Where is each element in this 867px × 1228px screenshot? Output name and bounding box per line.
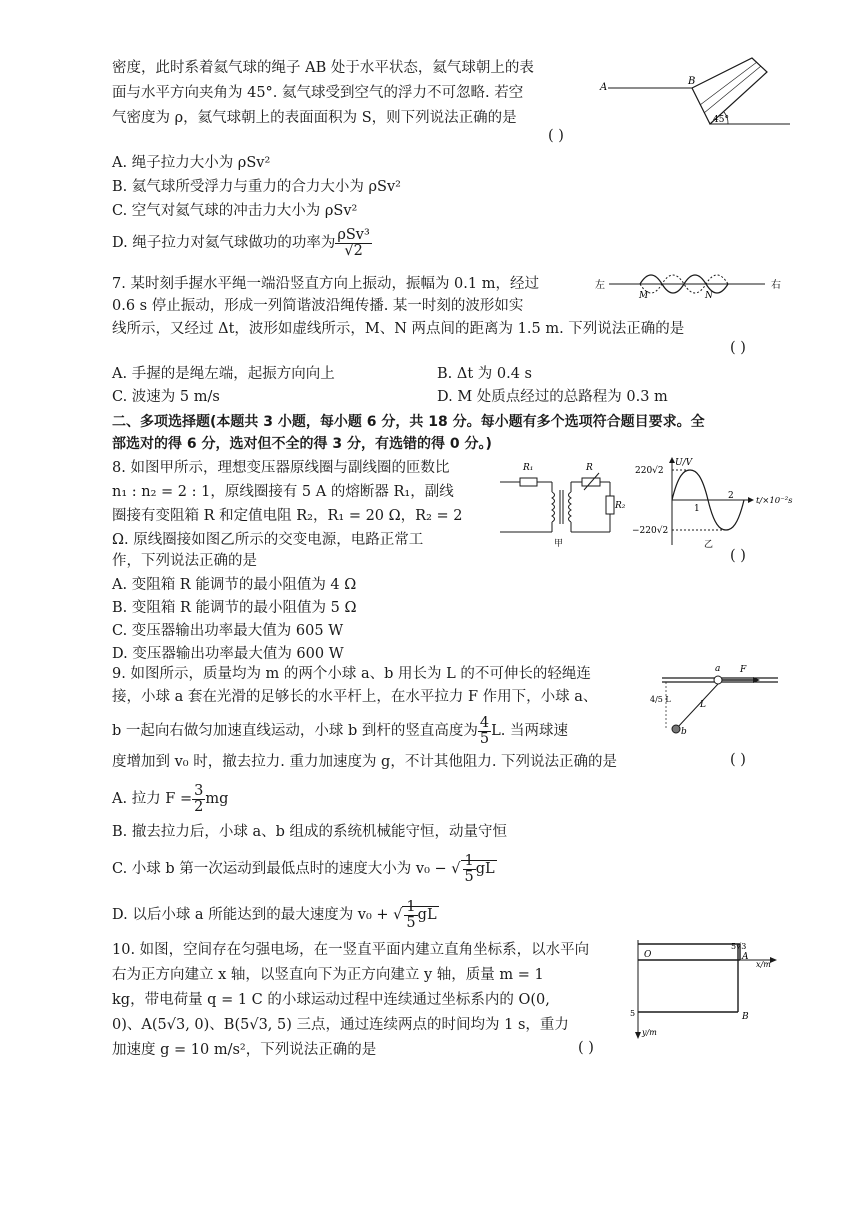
q10-line-2: 右为正方向建立 x 轴，以竖直向下为正方向建立 y 轴，质量 m = 1	[112, 967, 544, 983]
q6-option-d	[112, 224, 372, 262]
q9-height-denominator: 5	[479, 730, 490, 747]
q9-label-a: a	[715, 664, 721, 674]
q9-option-d-radical: √	[393, 907, 403, 923]
q7-line-3: 线所示，又经过 Δt，波形如虚线所示，M、N 两点间的距离为 1.5 m. 下列说法正确的是	[112, 321, 685, 337]
q8-t1: 1	[694, 504, 700, 514]
q6-label-b: B	[688, 76, 696, 87]
q10-line-3: kg，带电荷量 q = 1 C 的小球运动过程中连续通过坐标系内的 O(0,	[112, 992, 550, 1008]
q8-option-d: D. 变压器输出功率最大值为 600 W	[112, 646, 344, 662]
q8-answer-paren: ( )	[730, 548, 746, 564]
q6-label-a: A	[600, 82, 608, 93]
q8-primary-coil	[552, 492, 555, 522]
q9-ball-b	[672, 725, 680, 733]
q10-label-y: y/m	[642, 1028, 657, 1037]
q9-option-c-numerator: 1	[464, 852, 474, 869]
q9-option-c	[112, 850, 497, 888]
q9-option-c-radicand	[461, 852, 497, 885]
q9-option-c-radical: √	[451, 861, 461, 877]
q6-option-d-denominator: √2	[344, 242, 363, 259]
q9-line-4: 度增加到 v₀ 时，撤去拉力. 重力加速度为 g，不计其他阻力. 下列说法正确的是	[112, 754, 618, 770]
q8-circuit-figure	[498, 458, 633, 548]
section-2-heading-line-1: 二、多项选择题(本题共 3 小题，每小题 6 分，共 18 分。每小题有多个选项符合题目要求。全	[112, 414, 705, 430]
q8-line-2: n₁ : n₂ = 2 : 1，原线圈接有 5 A 的熔断器 R₁，副线	[112, 484, 454, 500]
q7-wave-figure	[595, 268, 790, 302]
q10-label-a: A	[742, 952, 749, 962]
q9-answer-paren: ( )	[730, 752, 746, 768]
q9-option-d-numerator: 1	[406, 898, 416, 915]
q7-label-left: 左	[595, 280, 605, 291]
q9-option-a-fraction	[192, 784, 205, 815]
q10-label-x: x/m	[756, 960, 771, 969]
q6-option-d-numerator: ρSv³	[337, 226, 370, 243]
q9-option-c-tail: gL	[475, 861, 495, 877]
q9-option-c-denominator: 5	[464, 868, 474, 885]
q9-option-a-text: A. 拉力 F =	[112, 791, 193, 807]
q9-line-3-text: b 一起向右做匀加速直线运动，小球 b 到杆的竖直高度为	[112, 723, 478, 739]
q10-figure	[630, 940, 790, 1040]
q9-ball-a	[714, 676, 722, 684]
q7-label-right: 右	[771, 280, 781, 291]
q8-line-1: 8. 如图甲所示，理想变压器原线圈与副线圈的匝数比	[112, 460, 450, 476]
q8-option-a: A. 变阻箱 R 能调节的最小阻值为 4 Ω	[112, 577, 357, 593]
q7-answer-paren: ( )	[730, 340, 746, 356]
q8-y-bottom: −220√2	[632, 526, 669, 536]
q8-caption-yi: 乙	[704, 540, 714, 550]
q7-label-m: M	[639, 291, 649, 301]
q9-option-d-text: D. 以后小球 a 所能达到的最大速度为 v₀ +	[112, 907, 389, 923]
q10-label-yb: 5	[630, 1009, 636, 1018]
q9-option-a-suffix: mg	[205, 791, 229, 807]
q9-height-numerator: 4	[479, 714, 490, 731]
q10-line-1: 10. 如图，空间存在匀强电场，在一竖直平面内建立直角坐标系，以水平向	[112, 942, 590, 958]
q9-option-c-text: C. 小球 b 第一次运动到最低点时的速度大小为 v₀ −	[112, 861, 447, 877]
q8-ylabel: U/V	[675, 458, 693, 468]
q6-line-1: 密度，此时系着氦气球的绳子 AB 处于水平状态，氦气球朝上的表	[112, 60, 534, 76]
q7-option-b: B. Δt 为 0.4 s	[437, 366, 533, 382]
q7-option-d: D. M 处质点经过的总路程为 0.3 m	[437, 389, 668, 405]
q10-line-5: 加速度 g = 10 m/s²，下列说法正确的是	[112, 1042, 377, 1058]
q9-option-a-denominator: 2	[194, 798, 204, 815]
q8-y-top: 220√2	[635, 466, 664, 476]
q8-line-5: 作，下列说法正确的是	[112, 553, 257, 569]
q7-line-1: 7. 某时刻手握水平绳一端沿竖直方向上振动，振幅为 0.1 m，经过	[112, 276, 539, 292]
q6-answer-paren: ( )	[548, 128, 564, 144]
q6-balloon-figure	[600, 50, 800, 135]
q6-option-b: B. 氦气球所受浮力与重力的合力大小为 ρSv²	[112, 179, 401, 195]
q10-label-xa: 5√3	[731, 942, 747, 951]
q9-label-f: F	[740, 665, 747, 675]
q6-option-d-text: D. 绳子拉力对氦气球做功的功率为	[112, 235, 336, 251]
q9-option-a-numerator: 3	[194, 782, 204, 799]
q8-line-4: Ω. 原线圈接如图乙所示的交变电源，电路正常工	[112, 532, 424, 548]
q8-resistor-r2	[606, 496, 614, 514]
q8-t2: 2	[728, 491, 734, 501]
q9-height-fraction	[478, 716, 491, 747]
q7-line-2: 0.6 s 停止振动，形成一列简谐波沿绳传播. 某一时刻的波形如实	[112, 298, 524, 314]
q9-label-l: L	[700, 700, 706, 710]
q8-fuse-r1	[520, 478, 537, 486]
q6-option-c: C. 空气对氦气球的冲击力大小为 ρSv²	[112, 203, 358, 219]
q6-line-2: 面与水平方向夹角为 45°. 氦气球受到空气的浮力不可忽略. 若空	[112, 85, 524, 101]
q8-label-r: R	[586, 463, 593, 473]
section-2-heading-line-2: 部选对的得 6 分，选对但不全的得 3 分，有选错的得 0 分。)	[112, 436, 492, 452]
q8-secondary-coil	[569, 492, 572, 522]
q7-option-c: C. 波速为 5 m/s	[112, 389, 220, 405]
q8-option-b: B. 变阻箱 R 能调节的最小阻值为 5 Ω	[112, 600, 357, 616]
q7-label-n: N	[705, 291, 713, 301]
q9-option-d-tail: gL	[417, 907, 437, 923]
q8-label-r1: R₁	[523, 463, 534, 473]
q6-balloon-body	[692, 58, 767, 124]
q9-line-1: 9. 如图所示，质量均为 m 的两个小球 a、b 用长为 L 的不可伸长的轻绳连	[112, 666, 591, 682]
q6-option-a: A. 绳子拉力大小为 ρSv²	[112, 155, 271, 171]
q9-line-2: 接，小球 a 套在光滑的足够长的水平杆上，在水平拉力 F 作用下，小球 a、	[112, 689, 598, 705]
q6-option-d-fraction	[335, 228, 371, 259]
q9-option-c-fraction	[463, 854, 476, 885]
q8-option-c: C. 变压器输出功率最大值为 605 W	[112, 623, 344, 639]
q8-line-3: 圈接有变阻箱 R 和定值电阻 R₂，R₁ = 20 Ω，R₂ = 2	[112, 508, 463, 524]
q10-label-b: B	[742, 1012, 749, 1022]
q9-option-a	[112, 780, 228, 818]
q9-option-d-denominator: 5	[406, 914, 416, 931]
q9-line-3	[112, 712, 568, 750]
q10-line-4: 0)、A(5√3, 0)、B(5√3, 5) 三点，通过连续两点的时间均为 1 s，重力	[112, 1017, 569, 1033]
q9-option-d-radicand	[402, 898, 438, 931]
q8-voltage-figure	[632, 455, 792, 550]
q9-option-d	[112, 896, 439, 934]
q8-xlabel: t/×10⁻²s	[756, 496, 793, 506]
q6-angle-label: 45°	[713, 115, 729, 125]
q10-label-o: O	[644, 950, 652, 960]
q9-label-height: 4/5 L	[650, 695, 671, 704]
q9-line-3-suffix: L. 当两球速	[491, 723, 568, 739]
q9-option-b: B. 撤去拉力后，小球 a、b 组成的系统机械能守恒，动量守恒	[112, 824, 508, 840]
q8-label-r2: R₂	[615, 501, 626, 511]
q9-string	[677, 684, 718, 728]
q9-label-b: b	[681, 727, 687, 737]
q9-figure	[650, 660, 785, 740]
q8-caption-jia: 甲	[554, 539, 564, 549]
q6-line-3: 气密度为 ρ，氦气球朝上的表面面积为 S，则下列说法正确的是	[112, 110, 517, 126]
q9-option-d-fraction	[404, 900, 417, 931]
q7-option-a: A. 手握的是绳左端，起振方向向上	[112, 366, 335, 382]
q10-answer-paren: ( )	[578, 1040, 594, 1056]
